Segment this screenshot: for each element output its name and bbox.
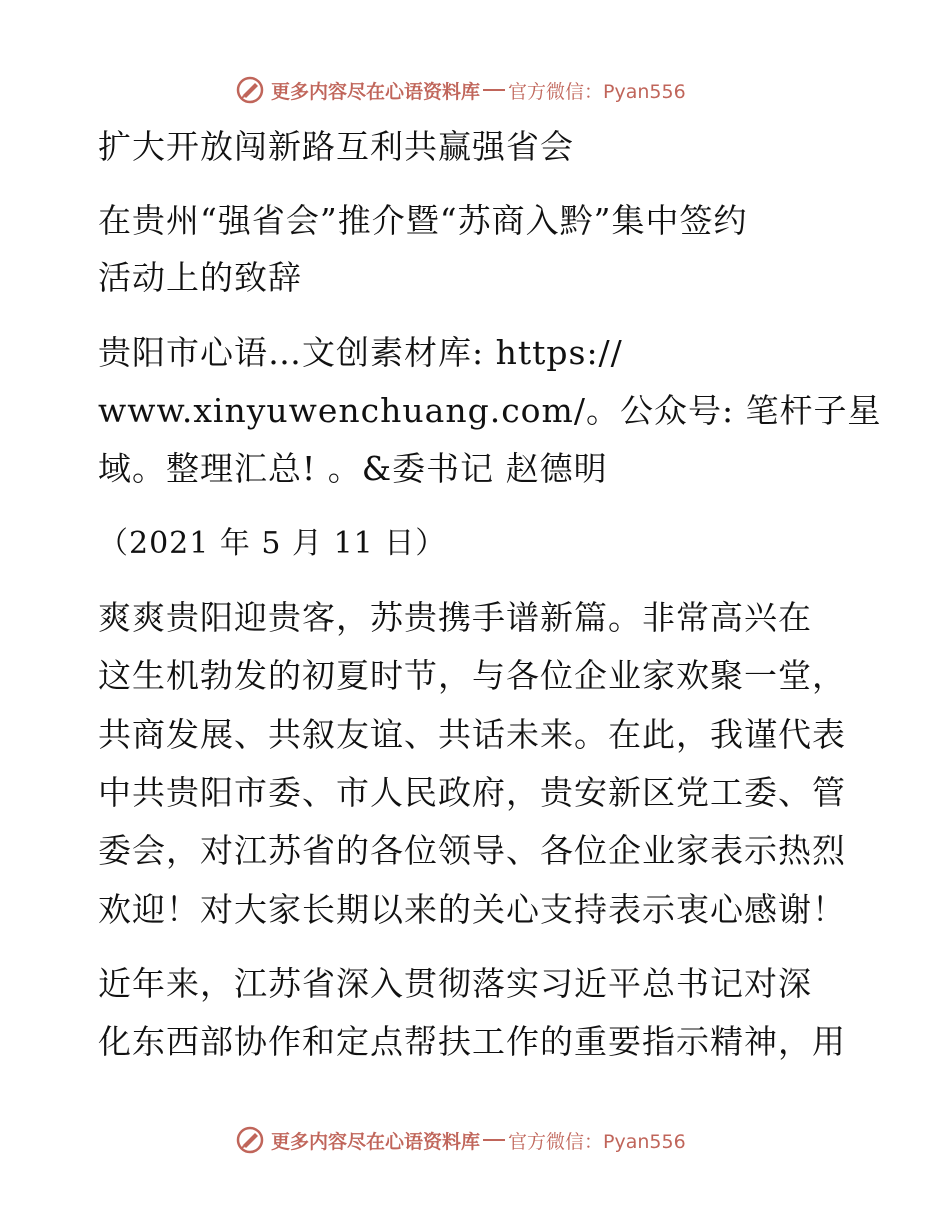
- paragraph1-line-6: 欢迎！对大家长期以来的关心支持表示衷心感谢！: [98, 890, 846, 929]
- subtitle-line-1: 在贵州“强省会”推介暨“苏商入黔”集中签约: [98, 201, 748, 240]
- banner-wechat-text: 官方微信：Pyan556: [508, 80, 686, 103]
- banner-brand-text: 更多内容尽在心语资料库: [271, 1130, 481, 1153]
- speech-date: （2021 年 5 月 11 日）: [98, 526, 447, 561]
- logo-icon: [235, 75, 265, 105]
- banner-divider: [483, 1139, 505, 1141]
- header-banner: [235, 70, 686, 110]
- footer-banner: [235, 1120, 686, 1160]
- author-line-1: 贵阳市心语…文创素材库: https://: [98, 333, 623, 372]
- paragraph1-line-1: 爽爽贵阳迎贵客，苏贵携手谱新篇。非常高兴在: [98, 598, 812, 637]
- author-line-2: www.xinyuwenchuang.com/。公众号: 笔杆子星: [98, 391, 882, 430]
- paragraph1-line-2: 这生机勃发的初夏时节，与各位企业家欢聚一堂，: [98, 656, 846, 695]
- paragraph2-line-2: 化东西部协作和定点帮扶工作的重要指示精神，用: [98, 1022, 846, 1061]
- subtitle-line-2: 活动上的致辞: [98, 258, 302, 297]
- banner-divider: [483, 89, 505, 91]
- banner-brand-text: 更多内容尽在心语资料库: [271, 80, 481, 103]
- page-title: 扩大开放闯新路互利共赢强省会: [98, 127, 574, 166]
- paragraph1-line-3: 共商发展、共叙友谊、共话未来。在此，我谨代表: [98, 715, 846, 754]
- paragraph2-line-1: 近年来，江苏省深入贯彻落实习近平总书记对深: [98, 964, 812, 1003]
- paragraph1-line-4: 中共贵阳市委、市人民政府，贵安新区党工委、管: [98, 773, 846, 812]
- paragraph1-line-5: 委会，对江苏省的各位领导、各位企业家表示热烈: [98, 831, 846, 870]
- author-line-3: 域。整理汇总! 。&委书记 赵德明: [98, 449, 608, 488]
- logo-icon: [235, 1125, 265, 1155]
- banner-wechat-text: 官方微信：Pyan556: [508, 1130, 686, 1153]
